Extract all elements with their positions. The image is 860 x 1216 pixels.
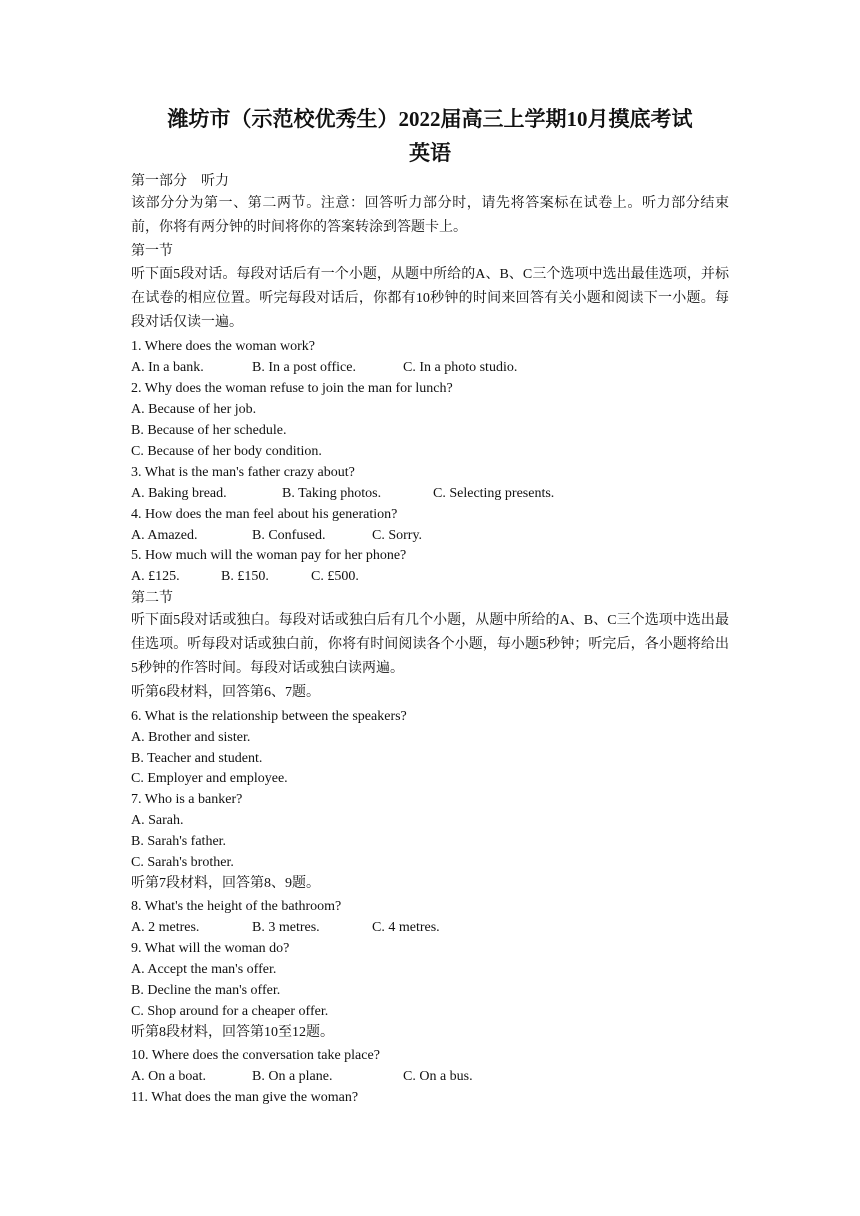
q5-option-a: A. £125. — [131, 569, 180, 584]
q10-stem: 10. Where does the conversation take place? — [131, 1048, 380, 1063]
q6-stem: 6. What is the relationship between the speakers? — [131, 709, 407, 724]
section1-heading: 第一节 — [131, 244, 173, 259]
q7-option-a: A. Sarah. — [131, 813, 184, 828]
q9-option-a: A. Accept the man's offer. — [131, 962, 277, 977]
q11-stem: 11. What does the man give the woman? — [131, 1090, 359, 1105]
q7-option-b: B. Sarah's father. — [131, 834, 227, 849]
q8-option-a: A. 2 metres. — [131, 920, 200, 935]
q9-option-c: C. Shop around for a cheaper offer. — [131, 1004, 329, 1019]
q8-stem: 8. What's the height of the bathroom? — [131, 899, 342, 914]
q5-option-b: B. £150. — [221, 569, 269, 584]
q1-option-c: C. In a photo studio. — [403, 360, 518, 375]
q3-option-a: A. Baking bread. — [131, 486, 227, 501]
q3-option-b: B. Taking photos. — [282, 486, 382, 501]
q2-option-c: C. Because of her body condition. — [131, 444, 322, 459]
q9-stem: 9. What will the woman do? — [131, 941, 290, 956]
section1-intro: 听下面5段对话。每段对话后有一个小题，从题中所给的A、B、C三个选项中选出最佳选项，并标在试卷的相应位置。听完每段对话后，你都有10秒钟的时间来回答有关小题和阅读下一小题。每段对话仅读一遍。 — [131, 267, 729, 330]
part1-heading: 第一部分 听力 — [131, 174, 229, 189]
material8-instruction: 听第8段材料，回答第10至12题。 — [131, 1025, 334, 1040]
q10-option-a: A. On a boat. — [131, 1069, 207, 1084]
exam-subject: 英语 — [409, 141, 451, 165]
q4-stem: 4. How does the man feel about his generation? — [131, 507, 398, 522]
part1-intro: 该部分分为第一、第二两节。注意：回答听力部分时，请先将答案标在试卷上。听力部分结束前，你将有两分钟的时间将你的答案转涂到答题卡上。 — [131, 196, 729, 235]
q3-option-c: C. Selecting presents. — [433, 486, 555, 501]
q9-option-b: B. Decline the man's offer. — [131, 983, 281, 998]
section2-intro: 听下面5段对话或独白。每段对话或独白后有几个小题，从题中所给的A、B、C三个选项中选出最佳选项。听每段对话或独白前，你将有时间阅读各个小题，每小题5秒钟；听完后，各小题将给出5秒钟的作答时间。每段对话或独白读两遍。 — [131, 613, 729, 676]
q3-stem: 3. What is the man's father crazy about? — [131, 465, 355, 480]
q6-option-b: B. Teacher and student. — [131, 751, 263, 766]
q8-option-c: C. 4 metres. — [372, 920, 440, 935]
q2-stem: 2. Why does the woman refuse to join the man for lunch? — [131, 381, 453, 396]
q10-option-b: B. On a plane. — [252, 1069, 333, 1084]
q8-option-b: B. 3 metres. — [252, 920, 320, 935]
q1-option-a: A. In a bank. — [131, 360, 204, 375]
q2-option-b: B. Because of her schedule. — [131, 423, 287, 438]
q5-option-c: C. £500. — [311, 569, 359, 584]
q4-option-a: A. Amazed. — [131, 528, 198, 543]
q6-option-a: A. Brother and sister. — [131, 730, 251, 745]
q5-stem: 5. How much will the woman pay for her phone? — [131, 548, 407, 563]
material6-instruction: 听第6段材料，回答第6、7题。 — [131, 685, 320, 700]
q4-option-b: B. Confused. — [252, 528, 326, 543]
q1-stem: 1. Where does the woman work? — [131, 339, 316, 354]
section2-heading: 第二节 — [131, 591, 173, 606]
q2-option-a: A. Because of her job. — [131, 402, 257, 417]
exam-title: 潍坊市（示范校优秀生）2022届高三上学期10月摸底考试 — [167, 107, 693, 131]
q10-option-c: C. On a bus. — [403, 1069, 473, 1084]
q6-option-c: C. Employer and employee. — [131, 771, 288, 786]
material7-instruction: 听第7段材料，回答第8、9题。 — [131, 876, 320, 891]
q7-stem: 7. Who is a banker? — [131, 792, 243, 807]
q7-option-c: C. Sarah's brother. — [131, 855, 234, 870]
q1-option-b: B. In a post office. — [252, 360, 356, 375]
q4-option-c: C. Sorry. — [372, 528, 423, 543]
